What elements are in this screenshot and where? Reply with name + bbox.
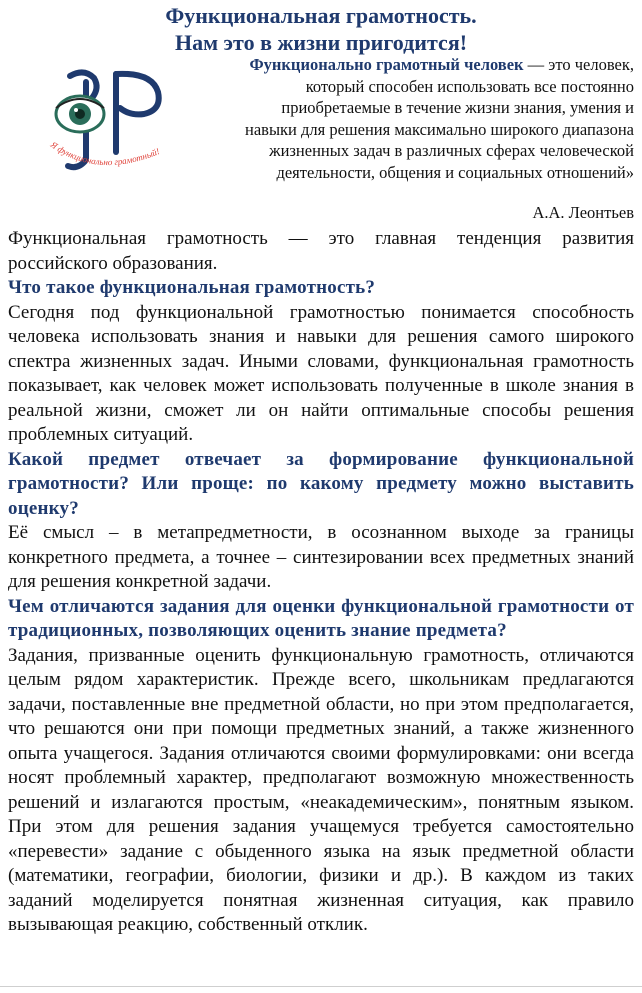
logo-eye-icon (56, 96, 104, 132)
logo-caption: Я функционально грамотный! (48, 139, 161, 168)
answer-paragraph-3: Задания, призванные оценить функциональную грамотность, отличаются целым рядом характеристик. Прежде всего, школьникам предлагаются задачи, поставленные вне предметной области, но при этом предполагается, что решаются они при помощи предметных знаний, а также жизненного опыта учащегося. Задания отличаются своими формулировками: они всегда носят проблемный характер, предполагают возможную множественность решений и излагаются простым, «неакадемическим», понятным языком. При этом для решения задания учащемуся требуется самостоятельно «перевести» задание с обыденного языка на язык предметной области (математики, географии, биологии, физики и др.). В каждом из таких заданий моделируется понятная жизненная ситуация, как правило вызывающая реакцию, собственный отклик. (8, 644, 634, 935)
question-heading-2: Какой предмет отвечает за формирование функциональной грамотности? Или проще: по какому предмету можно выставить оценку? (8, 448, 634, 519)
quote-lead: Функционально грамотный человек (249, 55, 524, 74)
quote-text: — это человек, который способен использовать все постоянно приобретаемые в течение жизни знания, умения и навыки для решения максимально широкого диапазона жизненных задач в различных сферах человеческой деятельности, общения и социальных отношений» (245, 55, 634, 182)
question-heading-1: Что такое функциональная грамотность? (8, 277, 376, 298)
page-bottom-divider (0, 986, 642, 987)
answer-paragraph-2: Её смысл – в метапредметности, в осознанном выходе за границы конкретного предмета, а точнее – синтезировании всех предметных знаний для решения конкретной задачи. (8, 522, 634, 592)
logo-letter-g (116, 74, 159, 152)
title-line-2: Нам это в жизни пригодится! (174, 30, 468, 55)
question-heading-3: Чем отличаются задания для оценки функциональной грамотности от традиционных, позволяющих оценить знание предмета? (8, 595, 634, 641)
epigraph-quote (228, 54, 634, 183)
article-body (8, 227, 634, 938)
fg-logo (40, 62, 180, 180)
title-line-1: Функциональная грамотность. (165, 3, 477, 28)
quote-author: А.А. Леонтьев (532, 203, 634, 222)
intro-paragraph: Функциональная грамотность — это главная тенденция развития российского образования. (8, 228, 634, 274)
page-title (0, 2, 642, 56)
answer-paragraph-1: Сегодня под функциональной грамотностью понимается способность человека использовать знания и навыки для решения самого широкого спектра жизненных задач. Иными словами, функциональная грамотность показывает, как человек может использовать полученные в школе знания в реальной жизни, сможет ли он найти оптимальные способы решения проблемных ситуаций. (8, 301, 634, 445)
